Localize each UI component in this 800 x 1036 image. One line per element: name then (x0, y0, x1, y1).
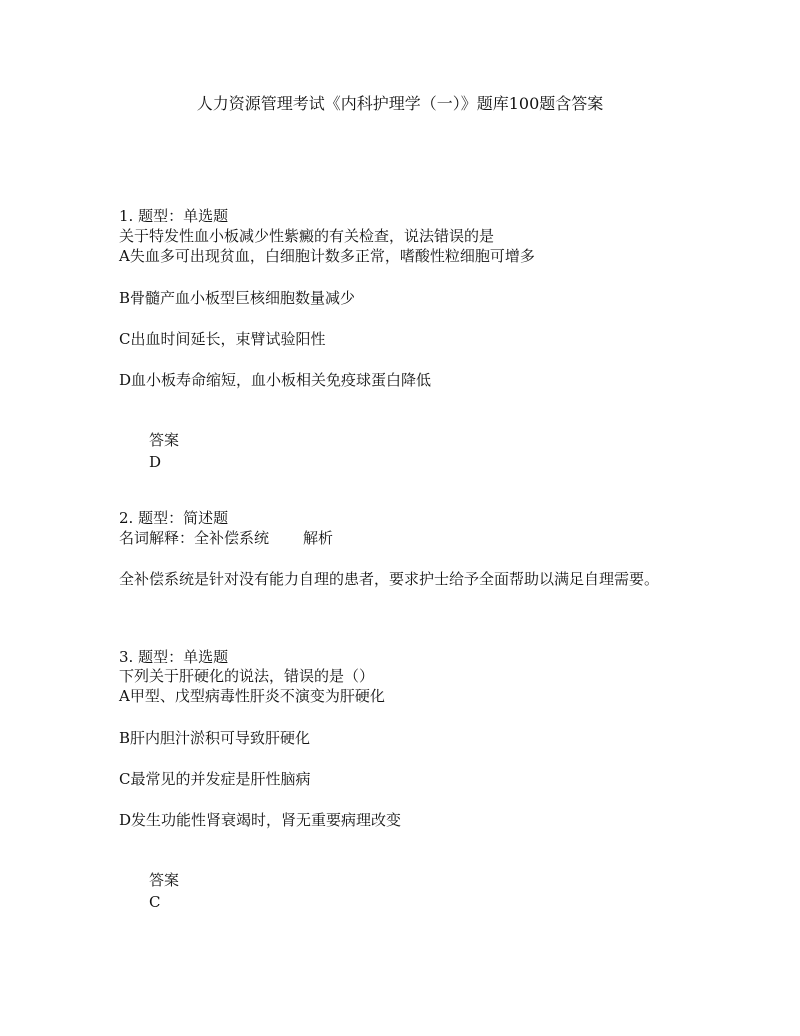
question-2-header: 2. 题型：简述题 (119, 509, 229, 527)
question-3-option-a: A甲型、戊型病毒性肝炎不演变为肝硬化 (119, 687, 385, 705)
question-2-term: 名词解释：全补偿系统 (119, 529, 270, 547)
question-1-option-a: A失血多可出现贫血，白细胞计数多正常，嗜酸性粒细胞可增多 (119, 247, 535, 265)
question-3-answer: C (149, 893, 161, 911)
question-3-option-c: C最常见的并发症是肝性脑病 (119, 770, 311, 788)
question-3-option-d: D发生功能性肾衰竭时，肾无重要病理改变 (119, 811, 402, 829)
question-1-answer: D (149, 453, 162, 471)
question-1-header: 1. 题型：单选题 (119, 207, 229, 225)
question-2-stem (119, 528, 333, 548)
question-3-option-b: B肝内胆汁淤积可导致肝硬化 (119, 729, 311, 747)
question-3-answer-label: 答案 (149, 871, 180, 889)
question-1-option-d: D血小板寿命缩短，血小板相关免疫球蛋白降低 (119, 371, 432, 389)
question-1-stem: 关于特发性血小板减少性紫癜的有关检查，说法错误的是 (119, 227, 495, 245)
question-3-stem: 下列关于肝硬化的说法，错误的是（） (119, 667, 375, 685)
document-title: 人力资源管理考试《内科护理学（一）》题库100题含答案 (196, 94, 604, 113)
question-3-header: 3. 题型：单选题 (119, 648, 229, 666)
question-1-answer-label: 答案 (149, 431, 180, 449)
question-1-option-c: C出血时间延长，束臂试验阳性 (119, 330, 326, 348)
question-2-analysis-label: 解析 (303, 529, 334, 547)
question-2-explanation: 全补偿系统是针对没有能力自理的患者，要求护士给予全面帮助以满足自理需要。 (119, 570, 660, 588)
question-1-option-b: B骨髓产血小板型巨核细胞数量减少 (119, 289, 356, 307)
